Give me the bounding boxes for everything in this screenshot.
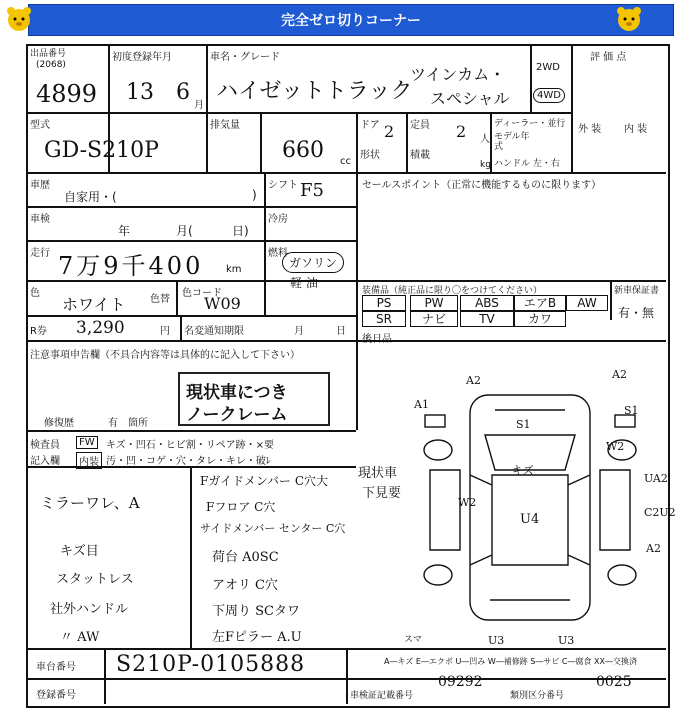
reg-number-label: 登録番号 [36,690,76,701]
car-damage-diagram [400,375,650,635]
transfer-month: 月 [294,326,304,337]
memo-right-3: サイドメンバー センター C穴 [200,522,346,535]
memo-right-5: アオリ C穴 [212,578,278,593]
reg-year: 13 [126,80,154,105]
transfer-day: 日 [336,326,346,337]
chassis-label: 車台番号 [36,662,76,673]
drive-2wd: 2WD [536,62,560,73]
damage-mark: S1 [624,404,639,417]
load-unit: kg [480,160,491,170]
cap-label: 定員 [410,120,430,131]
equip-sr: SR [362,311,406,327]
recycle-value: 3,290 [76,318,125,338]
equip-abs: ABS [460,295,514,311]
shift-label: シフト [268,180,298,191]
stamp-line2: ノークレーム [186,405,288,425]
inspector-interior: 内装 [76,452,102,469]
cert-value: 09292 [438,674,483,690]
exterior-label: 外 装 [578,124,602,135]
color-label: 色 [30,288,40,299]
inspector-label: 検査員 [30,440,60,451]
equip-tv: TV [460,311,514,327]
mileage-value: 7万9千400 [58,252,204,280]
equip-ps: PS [362,295,406,311]
memo-right-2: Fフロア C穴 [206,500,276,514]
damage-mark: U3 [488,634,505,647]
shift-value: F5 [300,180,324,201]
inspector-fw: FW [76,436,98,449]
transfer-label: 名変通知期限 [184,326,244,337]
door-label: ドア [360,120,380,131]
repair-label: 修復歴 [44,418,74,429]
disp-label: 排気量 [210,120,240,131]
handle-label: ハンドル 左・右 [494,159,560,169]
memo-side-2: 下見要 [362,486,402,501]
entry-label: 記入欄 [30,456,60,467]
color-code-value: W09 [204,294,241,313]
damage-mark: A2 [466,374,481,387]
grade-line2: スペシャル [430,89,510,108]
banner-title: 完全ゼロ切りコーナー [28,4,674,36]
type-label: 型式 [30,120,50,131]
memo-left-2: キズ目 [60,544,99,559]
cert-label: 車検証記載番号 [350,691,414,701]
history-value: 自家用・( [64,190,117,204]
load-label: 積載 [410,150,430,161]
memo-left-1: ミラーワレ、A [40,494,140,512]
memo-left-5: 〃 AW [60,630,100,645]
memo-right-6: 下周り SCタワ [212,604,300,619]
shape-label: 形状 [360,150,380,161]
reg-label: 初度登録年月 [112,52,172,63]
equip-leather: カワ [514,311,566,327]
door-value: 2 [384,122,395,141]
reg-month: 6 [176,80,190,105]
inspect-year: 年 [118,224,131,238]
damage-mark: U4 [520,512,540,527]
memo-right-1: Fガイドメンバー C穴大 [200,474,329,488]
memo-left-3: スタットレス [56,572,134,587]
damage-mark: UA2 [644,472,668,485]
recycle-label: R券 [30,326,47,337]
inspect-month: 月( [176,224,193,238]
reg-unit: 月 [194,100,204,111]
lot-number: 4899 [36,80,98,108]
damage-mark: C2U2 [644,506,676,519]
color-value: ホワイト [62,295,126,314]
repair-value: 有 [108,418,118,429]
type-value: GD-S210P [44,138,159,163]
lot-label: 出品番号 [30,49,67,59]
memo-right-4: 荷台 A0SC [212,550,279,565]
class-value: 0025 [596,674,632,690]
history-label: 車歴 [30,180,50,191]
mirror-label: スマ [404,635,422,645]
lot-sub: (2068) [36,60,66,70]
memo-left-4: 社外ハンドル [50,602,129,617]
memo-side-1: 現状車 [358,466,398,481]
damage-mark: キズ [512,464,534,477]
fuel-alt: 軽 油 [290,276,318,290]
fuel-value: ガソリン [282,252,344,273]
rear-items-label: 後日品 [362,334,392,345]
history-close: ) [252,188,257,202]
drive-4wd: 4WD [533,88,565,103]
inspect-label: 車検 [30,214,50,225]
disp-value: 660 [282,138,324,163]
mileage-label: 走行 [30,248,50,259]
ac-label: 冷房 [268,214,288,225]
equip-title: 装備品（純正品に限り〇をつけてください） [362,286,543,296]
damage-mark: U3 [558,634,575,647]
sales-point-title: セールスポイント（正常に機能するものに限ります） [362,180,602,191]
damage-mark: W2 [606,440,625,453]
model-year-label: モデル年式 [494,132,530,152]
inspector-row1: キズ・凹石・ヒビ割・リペア跡・×要 [106,440,274,451]
inspector-row2: 汚・凹・コゲ・穴・タレ・キレ・破ﾚ [106,456,271,467]
damage-mark: S1 [516,418,531,431]
class-label: 類別区分番号 [510,691,565,701]
interior-label: 内 装 [624,124,648,135]
warranty-value: 有・無 [618,306,655,320]
warranty-label: 新車保証書 [614,286,660,296]
bear-mascot-icon [4,4,34,34]
dealer-label: ディーラー・並行 [494,119,566,129]
chassis-value: S210P-0105888 [116,652,306,677]
inspect-day: 日) [232,224,249,238]
damage-mark: A1 [414,398,429,411]
damage-mark: A2 [646,542,661,555]
color-change-label: 色替 [150,294,170,305]
cap-unit: 人 [480,134,490,145]
model-label: 車名・グレード [210,52,280,63]
recycle-unit: 円 [160,326,170,337]
cap-value: 2 [456,122,467,141]
mileage-unit: km [226,264,242,275]
color-code-label: 色コード [182,288,222,299]
bear-mascot-icon [614,4,644,34]
equip-airbag: エアB [514,295,566,311]
damage-mark: W2 [458,496,477,509]
disp-unit: cc [340,156,351,167]
equip-pw: PW [410,295,458,311]
score-label: 評 価 点 [590,52,627,63]
equip-navi: ナビ [410,311,458,327]
fuel-label: 燃料 [268,248,288,259]
repair-sub: 箇所 [128,418,148,429]
grade-line1: ツインカム・ [410,65,506,84]
model-name: ハイゼットトラック [216,79,413,104]
no-claim-stamp [178,372,330,426]
equip-aw: AW [566,295,608,311]
memo-right-7: 左Fピラー A.U [212,630,302,645]
notes-title: 注意事項申告欄（不具合内容等は具体的に記入して下さい） [30,350,300,361]
damage-mark: A2 [612,368,627,381]
damage-legend: A―キズ E―エクボ U―凹み W―補修跡 S―サビ C―腐食 XX―交換済 [384,657,638,666]
stamp-line1: 現状車につき [186,383,288,403]
